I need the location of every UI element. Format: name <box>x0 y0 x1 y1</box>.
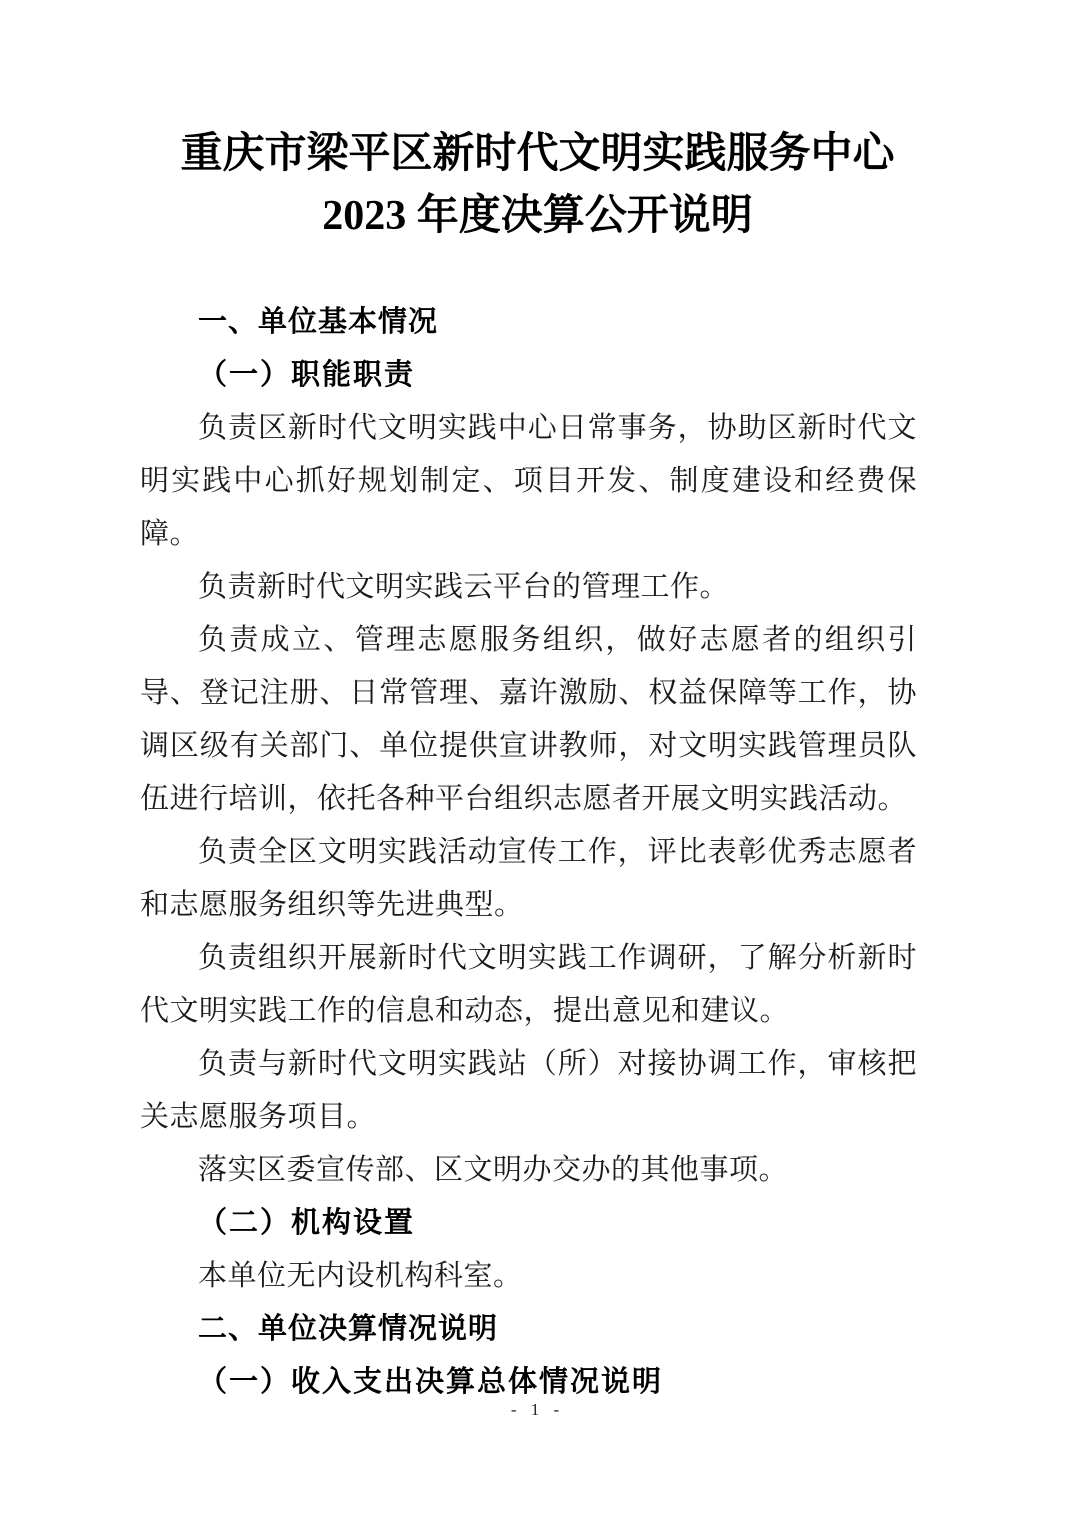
body-paragraph: 落实区委宣传部、区文明办交办的其他事项。 <box>198 1154 789 1186</box>
subsection-heading: （二）机构设置 <box>198 1207 416 1239</box>
body-paragraph: 负责组织开展新时代文明实践工作调研，了解分析新时代文明实践工作的信息和动态，提出意见和建议。 <box>140 942 917 1027</box>
page-number: - 1 - <box>510 1400 565 1419</box>
subsection-heading: （一）收入支出决算总体情况说明 <box>198 1366 664 1398</box>
document-body <box>0 296 1075 1409</box>
document-title-line2: 2023 年度决算公开说明 <box>322 193 753 239</box>
body-paragraph: 负责区新时代文明实践中心日常事务，协助区新时代文明实践中心抓好规划制定、项目开发、制度建设和经费保障。 <box>140 412 917 550</box>
section-heading: 二、单位决算情况说明 <box>198 1313 499 1345</box>
body-paragraph: 负责全区文明实践活动宣传工作，评比表彰优秀志愿者和志愿服务组织等先进典型。 <box>140 836 917 921</box>
document-title-line1: 重庆市梁平区新时代文明实践服务中心 <box>180 131 895 177</box>
body-paragraph: 负责与新时代文明实践站（所）对接协调工作，审核把关志愿服务项目。 <box>140 1048 917 1133</box>
subsection-heading: （一）职能职责 <box>198 359 416 391</box>
document-title <box>0 0 1075 247</box>
body-paragraph: 负责成立、管理志愿服务组织，做好志愿者的组织引导、登记注册、日常管理、嘉许激励、权益保障等工作，协调区级有关部门、单位提供宣讲教师，对文明实践管理员队伍进行培训，依托各种平台组织志愿者开展文明实践活动。 <box>140 624 917 815</box>
section-heading: 一、单位基本情况 <box>198 306 439 338</box>
body-paragraph: 负责新时代文明实践云平台的管理工作。 <box>198 571 730 603</box>
body-paragraph: 本单位无内设机构科室。 <box>198 1260 523 1292</box>
